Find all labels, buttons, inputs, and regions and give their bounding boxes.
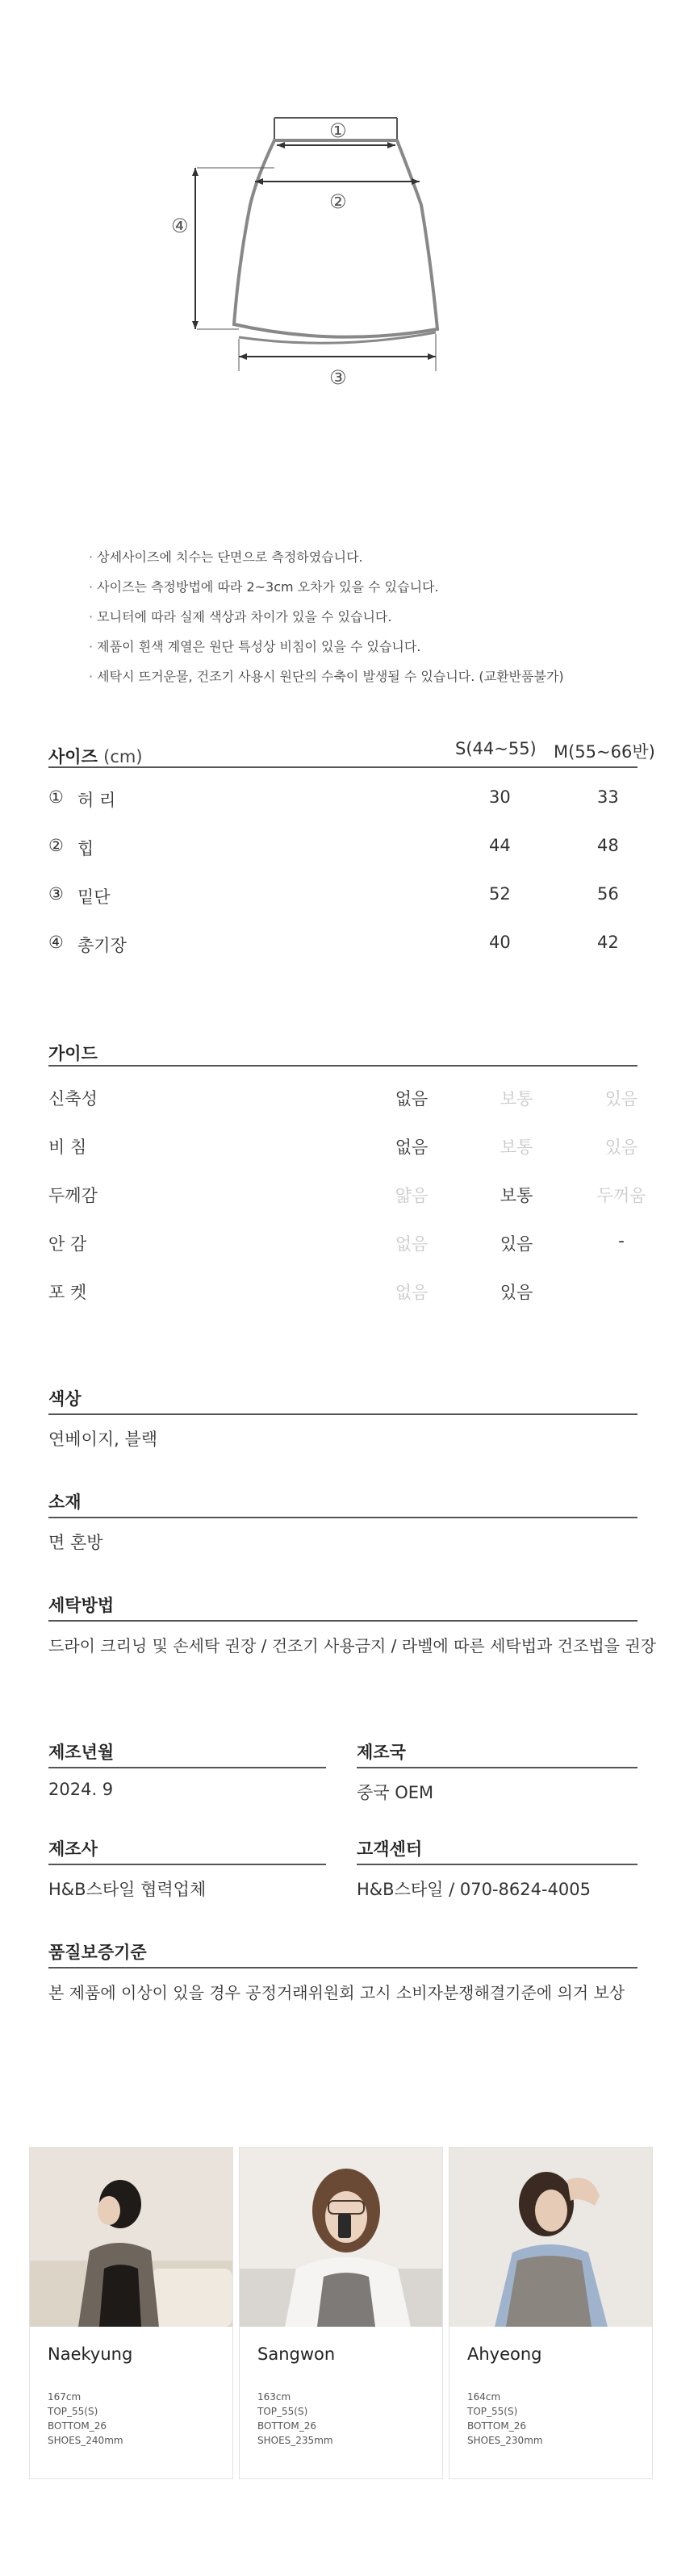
guide-row-label: 두께감 — [48, 1186, 98, 1205]
size-row-s: 40 — [489, 933, 511, 952]
customer-center-rule — [357, 1864, 638, 1865]
model-top-size: TOP_55(S) — [257, 2406, 308, 2417]
note-item: · 사이즈는 측정방법에 따라 2~3cm 오차가 있을 수 있습니다. — [89, 572, 654, 602]
model-name: Naekyung — [48, 2344, 133, 2364]
arrow-left-3 — [239, 353, 247, 360]
color-value: 연베이지, 블랙 — [48, 1430, 158, 1449]
arrow-up-4 — [192, 168, 199, 176]
size-table-title — [48, 744, 143, 768]
diagram-label-4: ④ — [171, 215, 189, 237]
arrow-right-1 — [387, 142, 395, 148]
size-row-no: ② — [48, 836, 64, 855]
size-table-rule — [48, 766, 638, 768]
guide-option-selected: 있음 — [500, 1234, 533, 1254]
model-top-size: TOP_55(S) — [48, 2406, 98, 2417]
guide-row-label: 신축성 — [48, 1089, 98, 1108]
maker-value: H&B스타일 협력업체 — [48, 1880, 207, 1899]
made-country-title: 제조국 — [357, 1743, 406, 1762]
guide-option: 보통 — [500, 1138, 533, 1157]
guide-row-label: 비 침 — [48, 1138, 87, 1157]
model-name: Sangwon — [257, 2344, 336, 2364]
color-title: 색상 — [48, 1389, 82, 1409]
model-height: 163cm — [257, 2391, 291, 2403]
model-bottom-size: BOTTOM_26 — [467, 2420, 526, 2432]
model-height: 164cm — [467, 2391, 501, 2403]
size-row-no: ④ — [48, 933, 64, 952]
size-row-label: 밑단 — [77, 887, 111, 907]
arrow-right-3 — [428, 353, 436, 360]
size-row-s: 44 — [489, 836, 511, 855]
model-card — [449, 2147, 653, 2479]
made-country-value: 중국 OEM — [357, 1783, 434, 1802]
made-date-value: 2024. 9 — [48, 1780, 114, 1799]
guide-row-label: 포 켓 — [48, 1283, 87, 1302]
washing-rule — [48, 1620, 638, 1622]
guide-option: 두꺼움 — [596, 1186, 646, 1205]
diagram-label-3: ③ — [329, 366, 347, 389]
size-row-s: 52 — [489, 884, 511, 904]
size-row-m: 56 — [597, 884, 619, 904]
guide-option: 있음 — [604, 1138, 638, 1157]
model-shoes-size: SHOES_235mm — [257, 2435, 333, 2446]
size-row-s: 30 — [489, 787, 511, 807]
size-row-no: ① — [48, 787, 64, 807]
material-rule — [48, 1517, 638, 1518]
material-title: 소재 — [48, 1493, 82, 1512]
size-row-label: 허 리 — [77, 791, 116, 810]
note-item: · 상세사이즈에 치수는 단면으로 측정하였습니다. — [89, 542, 654, 572]
arrow-right-2 — [412, 178, 420, 185]
size-unit: (cm) — [103, 747, 143, 766]
guide-option-selected: 있음 — [500, 1283, 533, 1302]
guide-option: 보통 — [500, 1089, 533, 1108]
material-value: 면 혼방 — [48, 1533, 103, 1552]
size-col-s: S(44~55) — [455, 739, 537, 758]
guide-row-label: 안 감 — [48, 1234, 87, 1254]
arrow-down-4 — [192, 321, 199, 329]
model-photo — [240, 2148, 442, 2327]
model-shoes-size: SHOES_230mm — [467, 2435, 543, 2446]
model-photo — [30, 2148, 232, 2327]
note-item: · 세탁시 뜨거운물, 건조기 사용시 원단의 수축이 발생될 수 있습니다. (교환반품불가) — [89, 662, 654, 691]
diagram-label-1: ① — [329, 119, 347, 142]
guide-option: 얇음 — [395, 1186, 429, 1205]
model-name: Ahyeong — [467, 2344, 542, 2364]
guide-option-selected: 보통 — [500, 1186, 533, 1205]
model-top-size: TOP_55(S) — [467, 2406, 518, 2417]
size-col-m: M(55~66반) — [554, 742, 655, 762]
size-title: 사이즈 — [48, 747, 98, 766]
model-card — [239, 2147, 443, 2479]
guide-title: 가이드 — [48, 1044, 98, 1063]
made-country-rule — [357, 1767, 638, 1768]
color-rule — [48, 1413, 638, 1415]
quality-rule — [48, 1967, 638, 1969]
guide-option: 있음 — [604, 1089, 638, 1108]
quality-value: 본 제품에 이상이 있을 경우 공정거래위원회 고시 소비자분쟁해결기준에 의거 보상 — [48, 1983, 625, 2002]
maker-title: 제조사 — [48, 1839, 98, 1859]
guide-rule — [48, 1065, 638, 1067]
size-row-m: 33 — [597, 787, 619, 807]
washing-title: 세탁방법 — [48, 1596, 115, 1615]
customer-center-value: H&B스타일 / 070-8624-4005 — [357, 1880, 591, 1899]
model-bottom-size: BOTTOM_26 — [257, 2420, 316, 2432]
guide-option-selected: 없음 — [395, 1138, 429, 1157]
note-item: · 모니터에 따라 실제 색상과 차이가 있을 수 있습니다. — [89, 602, 654, 632]
customer-center-title: 고객센터 — [357, 1839, 423, 1859]
notes-list — [89, 542, 654, 691]
made-date-rule — [48, 1767, 326, 1768]
size-row-m: 48 — [597, 836, 619, 855]
maker-rule — [48, 1864, 326, 1865]
guide-option-selected: 없음 — [395, 1089, 429, 1108]
note-item: · 제품이 흰색 계열은 원단 특성상 비침이 있을 수 있습니다. — [89, 632, 654, 662]
guide-option: - — [618, 1231, 625, 1250]
model-bottom-size: BOTTOM_26 — [48, 2420, 107, 2432]
model-card — [29, 2147, 233, 2479]
guide-option: 없음 — [395, 1283, 429, 1302]
size-row-m: 42 — [597, 933, 619, 952]
model-photo — [449, 2148, 652, 2327]
washing-value: 드라이 크리닝 및 손세탁 권장 / 건조기 사용금지 / 라벨에 따른 세탁법과 건조법을 권장 — [48, 1636, 657, 1655]
quality-title: 품질보증기준 — [48, 1943, 147, 1962]
diagram-label-2: ② — [329, 190, 347, 213]
skirt-measurement-diagram — [161, 105, 452, 395]
arrow-left-1 — [277, 142, 285, 148]
made-date-title: 제조년월 — [48, 1743, 115, 1762]
model-height: 167cm — [48, 2391, 82, 2403]
guide-option: 없음 — [395, 1234, 429, 1254]
size-row-no: ③ — [48, 884, 64, 904]
model-shoes-size: SHOES_240mm — [48, 2435, 123, 2446]
size-row-label: 힙 — [77, 839, 94, 858]
size-row-label: 총기장 — [77, 936, 127, 955]
